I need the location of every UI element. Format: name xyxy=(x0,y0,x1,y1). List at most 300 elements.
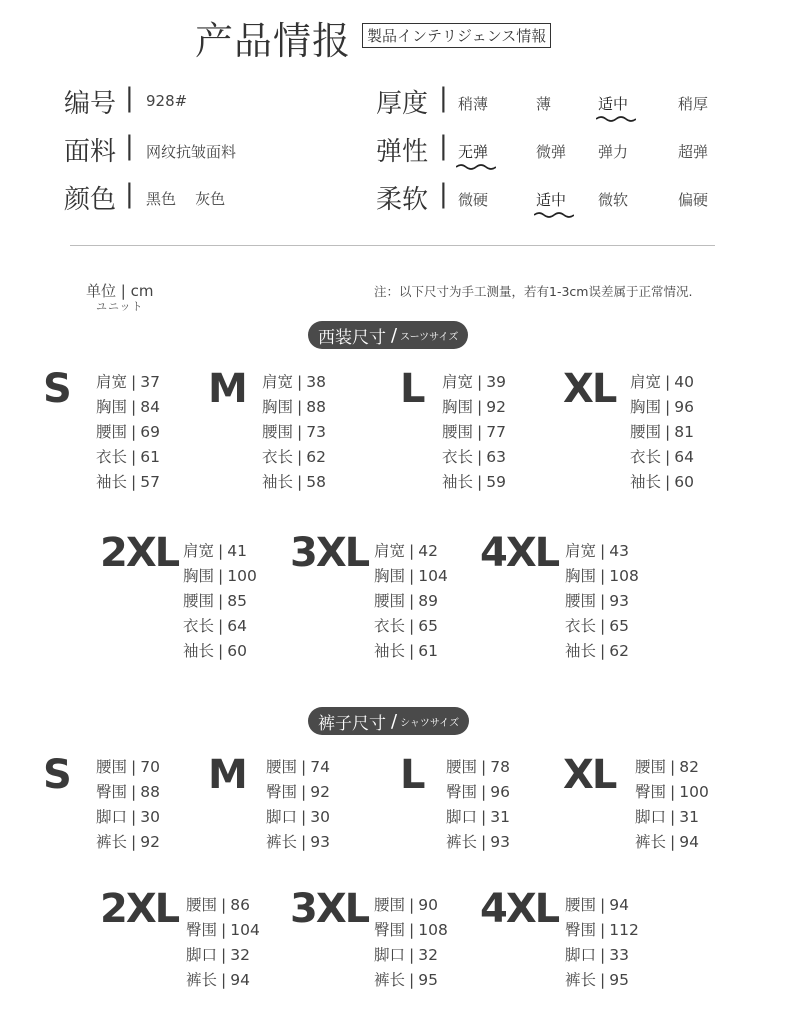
page-subtitle: 製品インテリジェンス情報 xyxy=(362,23,551,48)
unit-sub-label: ユニット xyxy=(96,300,144,313)
measurement-row xyxy=(630,420,694,445)
measurement-separator: | xyxy=(600,896,606,914)
measurement-row xyxy=(96,395,160,420)
measurement-row xyxy=(183,639,257,664)
wavy-underline-icon xyxy=(456,163,496,171)
measurement-label: 脚口 xyxy=(96,808,128,826)
measurement-label: 衣长 xyxy=(183,617,215,635)
measurement-separator: | xyxy=(477,398,483,416)
measurement-label: 胸围 xyxy=(565,567,597,585)
measurement-row xyxy=(565,614,639,639)
measurement-separator: | xyxy=(665,423,671,441)
measurement-row xyxy=(183,564,257,589)
measurement-separator: | xyxy=(670,783,676,801)
measurement-value: 62 xyxy=(306,448,326,466)
measurement-label: 胸围 xyxy=(442,398,474,416)
measurement-separator: | xyxy=(301,808,307,826)
size-measurements xyxy=(630,370,694,495)
measurement-label: 脚口 xyxy=(186,946,218,964)
measurement-value: 59 xyxy=(486,473,506,491)
measurement-separator: | xyxy=(665,398,671,416)
prop-option: 稍薄 xyxy=(458,95,489,113)
measurement-row xyxy=(186,968,260,993)
prop-option: 薄 xyxy=(536,95,552,113)
measurement-separator: | xyxy=(409,617,415,635)
measurement-separator: | xyxy=(477,423,483,441)
measurement-label: 肩宽 xyxy=(442,373,474,391)
measurement-label: 腰围 xyxy=(96,758,128,776)
suit-size-subtitle: スーツサイズ xyxy=(400,331,459,343)
measurement-value: 86 xyxy=(230,896,250,914)
measurement-label: 腰围 xyxy=(186,896,218,914)
wavy-underline-icon xyxy=(534,211,574,219)
measurement-row xyxy=(266,755,330,780)
prop-label-code: 编号 xyxy=(64,89,117,119)
measurement-separator: | xyxy=(131,373,137,391)
measurement-row xyxy=(446,830,510,855)
measurement-value: 95 xyxy=(418,971,438,989)
measurement-value: 31 xyxy=(490,808,510,826)
measurement-row xyxy=(186,918,260,943)
measurement-label: 腰围 xyxy=(635,758,667,776)
measurement-value: 92 xyxy=(310,783,330,801)
measurement-value: 92 xyxy=(486,398,506,416)
measurement-separator: | xyxy=(221,896,227,914)
size-code: 4XL xyxy=(480,886,559,932)
measurement-row xyxy=(374,589,448,614)
measurement-label: 肩宽 xyxy=(630,373,662,391)
size-measurements xyxy=(96,370,160,495)
measurement-value: 32 xyxy=(230,946,250,964)
measurement-separator: | xyxy=(477,373,483,391)
measurement-row xyxy=(442,470,506,495)
measurement-label: 腰围 xyxy=(96,423,128,441)
measurement-separator: | xyxy=(670,758,676,776)
measurement-separator: | xyxy=(297,373,303,391)
measurement-separator: | xyxy=(600,921,606,939)
measurement-value: 73 xyxy=(306,423,326,441)
measurement-label: 腰围 xyxy=(565,592,597,610)
measurement-row xyxy=(186,893,260,918)
prop-separator: | xyxy=(439,83,448,113)
pants-size-header xyxy=(308,707,469,735)
measurement-label: 袖长 xyxy=(630,473,662,491)
size-code: 2XL xyxy=(100,530,179,576)
measurement-label: 裤长 xyxy=(374,971,406,989)
measurement-label: 袖长 xyxy=(96,473,128,491)
measurement-label: 胸围 xyxy=(630,398,662,416)
measurement-value: 31 xyxy=(679,808,699,826)
measurement-separator: | xyxy=(477,448,483,466)
measurement-row xyxy=(262,395,326,420)
prop-label-right: 厚度 xyxy=(376,89,429,119)
measurement-value: 95 xyxy=(609,971,629,989)
pants-size-subtitle: シャツサイズ xyxy=(400,717,460,729)
measurement-row xyxy=(183,539,257,564)
prop-value-code: 928# xyxy=(146,92,188,110)
measurement-row xyxy=(96,445,160,470)
prop-label-right: 弹性 xyxy=(376,137,429,167)
measurement-value: 65 xyxy=(609,617,629,635)
measurement-value: 43 xyxy=(609,542,629,560)
measurement-row xyxy=(565,589,639,614)
measurement-label: 袖长 xyxy=(183,642,215,660)
measurement-separator: | xyxy=(670,808,676,826)
measurement-value: 88 xyxy=(140,783,160,801)
size-measurements xyxy=(374,893,448,993)
prop-label-color: 颜色 xyxy=(64,185,117,215)
measurement-value: 38 xyxy=(306,373,326,391)
measurement-row xyxy=(374,639,448,664)
prop-option: 微软 xyxy=(598,191,629,209)
measurement-label: 袖长 xyxy=(374,642,406,660)
prop-separator: | xyxy=(439,179,448,209)
size-code: L xyxy=(400,752,424,798)
measurement-separator: | xyxy=(409,567,415,585)
measurement-value: 104 xyxy=(230,921,260,939)
measurement-separator: | xyxy=(600,567,606,585)
suit-size-title: 西装尺寸 xyxy=(318,327,386,348)
measurement-value: 90 xyxy=(418,896,438,914)
measurement-row xyxy=(630,445,694,470)
measurement-row xyxy=(96,780,160,805)
measurement-label: 衣长 xyxy=(442,448,474,466)
measurement-row xyxy=(374,893,448,918)
measurement-row xyxy=(635,805,709,830)
measurement-separator: | xyxy=(600,946,606,964)
measurement-value: 42 xyxy=(418,542,438,560)
measurement-separator: | xyxy=(297,473,303,491)
measurement-separator: | xyxy=(600,592,606,610)
measurement-value: 64 xyxy=(227,617,247,635)
measurement-row xyxy=(96,370,160,395)
prop-label-fabric: 面料 xyxy=(64,137,117,167)
measurement-value: 100 xyxy=(227,567,257,585)
size-code: M xyxy=(208,366,246,412)
measurement-label: 脚口 xyxy=(446,808,478,826)
measurement-row xyxy=(442,445,506,470)
measurement-row xyxy=(186,943,260,968)
measurement-row xyxy=(446,755,510,780)
prop-option: 微硬 xyxy=(458,191,489,209)
measurement-row xyxy=(262,420,326,445)
measurement-label: 臀围 xyxy=(186,921,218,939)
measurement-label: 腰围 xyxy=(262,423,294,441)
measurement-separator: | xyxy=(297,423,303,441)
measurement-row xyxy=(96,420,160,445)
measurement-label: 臀围 xyxy=(446,783,478,801)
measurement-separator: | xyxy=(131,448,137,466)
measurement-row xyxy=(374,614,448,639)
measurement-separator: | xyxy=(297,448,303,466)
measurement-separator: | xyxy=(600,617,606,635)
measurement-separator: | xyxy=(218,592,224,610)
prop-separator: | xyxy=(125,131,134,161)
size-code: S xyxy=(43,752,70,798)
measurement-value: 85 xyxy=(227,592,247,610)
prop-separator: | xyxy=(439,131,448,161)
measurement-label: 裤长 xyxy=(266,833,298,851)
measurement-value: 30 xyxy=(310,808,330,826)
measurement-value: 32 xyxy=(418,946,438,964)
measurement-row xyxy=(446,805,510,830)
measurement-label: 袖长 xyxy=(262,473,294,491)
measurement-value: 61 xyxy=(140,448,160,466)
measurement-row xyxy=(565,943,639,968)
measurement-value: 70 xyxy=(140,758,160,776)
measurement-value: 94 xyxy=(679,833,699,851)
measurement-value: 108 xyxy=(418,921,448,939)
measurement-value: 88 xyxy=(306,398,326,416)
measurement-separator: | xyxy=(221,946,227,964)
measurement-separator: | xyxy=(131,808,137,826)
measurement-row xyxy=(262,470,326,495)
measurement-label: 衣长 xyxy=(630,448,662,466)
measurement-row xyxy=(96,805,160,830)
measurement-note: 注：以下尺寸为手工测量，若有1-3cm误差属于正常情况. xyxy=(374,284,693,299)
measurement-separator: | xyxy=(409,921,415,939)
size-measurements xyxy=(96,755,160,855)
measurement-separator: | xyxy=(131,398,137,416)
measurement-value: 61 xyxy=(418,642,438,660)
measurement-separator: | xyxy=(409,642,415,660)
size-code: 3XL xyxy=(290,886,369,932)
measurement-value: 100 xyxy=(679,783,709,801)
measurement-separator: | xyxy=(131,473,137,491)
measurement-row xyxy=(96,755,160,780)
measurement-separator: | xyxy=(481,833,487,851)
measurement-separator: | xyxy=(481,758,487,776)
prop-option: 稍厚 xyxy=(678,95,709,113)
measurement-row xyxy=(374,564,448,589)
divider xyxy=(70,245,715,246)
measurement-row xyxy=(565,893,639,918)
measurement-label: 裤长 xyxy=(446,833,478,851)
measurement-row xyxy=(635,830,709,855)
measurement-value: 82 xyxy=(679,758,699,776)
size-code: 3XL xyxy=(290,530,369,576)
measurement-label: 肩宽 xyxy=(374,542,406,560)
measurement-separator: | xyxy=(409,896,415,914)
prop-separator: | xyxy=(125,83,134,113)
measurement-value: 92 xyxy=(140,833,160,851)
measurement-label: 臀围 xyxy=(96,783,128,801)
measurement-row xyxy=(262,370,326,395)
size-measurements xyxy=(374,539,448,664)
measurement-row xyxy=(442,395,506,420)
size-measurements xyxy=(183,539,257,664)
prop-separator: | xyxy=(125,179,134,209)
measurement-label: 臀围 xyxy=(266,783,298,801)
prop-value-color: 黑色 灰色 xyxy=(146,190,226,208)
measurement-separator: | xyxy=(665,473,671,491)
size-measurements xyxy=(565,893,639,993)
prop-option: 微弹 xyxy=(536,143,567,161)
measurement-label: 肩宽 xyxy=(262,373,294,391)
measurement-value: 62 xyxy=(609,642,629,660)
measurement-separator: | xyxy=(297,398,303,416)
unit-label: 单位 | cm xyxy=(86,282,154,300)
measurement-row xyxy=(565,639,639,664)
measurement-separator: | xyxy=(600,971,606,989)
measurement-separator: | xyxy=(665,373,671,391)
measurement-label: 臀围 xyxy=(565,921,597,939)
measurement-separator: | xyxy=(600,642,606,660)
measurement-separator: | xyxy=(409,592,415,610)
measurement-row xyxy=(374,968,448,993)
measurement-separator: | xyxy=(218,542,224,560)
prop-option-selected: 无弹 xyxy=(458,141,488,162)
measurement-label: 裤长 xyxy=(565,971,597,989)
measurement-value: 65 xyxy=(418,617,438,635)
measurement-row xyxy=(442,420,506,445)
measurement-value: 96 xyxy=(674,398,694,416)
measurement-row xyxy=(635,780,709,805)
measurement-value: 94 xyxy=(230,971,250,989)
measurement-row xyxy=(630,395,694,420)
measurement-label: 衣长 xyxy=(565,617,597,635)
measurement-row xyxy=(183,614,257,639)
measurement-value: 93 xyxy=(310,833,330,851)
size-code: S xyxy=(43,366,70,412)
size-code: XL xyxy=(563,366,616,412)
measurement-label: 衣长 xyxy=(96,448,128,466)
measurement-label: 腰围 xyxy=(374,896,406,914)
size-measurements xyxy=(262,370,326,495)
wavy-underline-icon xyxy=(596,115,636,123)
measurement-value: 69 xyxy=(140,423,160,441)
measurement-label: 脚口 xyxy=(374,946,406,964)
measurement-value: 78 xyxy=(490,758,510,776)
measurement-row xyxy=(565,918,639,943)
measurement-separator: | xyxy=(301,833,307,851)
measurement-value: 108 xyxy=(609,567,639,585)
measurement-value: 93 xyxy=(490,833,510,851)
size-code: M xyxy=(208,752,246,798)
measurement-row xyxy=(635,755,709,780)
measurement-value: 37 xyxy=(140,373,160,391)
prop-label-right: 柔软 xyxy=(376,185,429,215)
measurement-row xyxy=(96,470,160,495)
measurement-label: 腰围 xyxy=(183,592,215,610)
measurement-value: 41 xyxy=(227,542,247,560)
measurement-value: 60 xyxy=(674,473,694,491)
measurement-value: 60 xyxy=(227,642,247,660)
measurement-separator: | xyxy=(409,971,415,989)
size-measurements xyxy=(565,539,639,664)
measurement-value: 77 xyxy=(486,423,506,441)
prop-option: 偏硬 xyxy=(678,191,709,209)
size-code: 4XL xyxy=(480,530,559,576)
measurement-label: 腰围 xyxy=(565,896,597,914)
measurement-row xyxy=(266,830,330,855)
measurement-label: 肩宽 xyxy=(565,542,597,560)
measurement-value: 40 xyxy=(674,373,694,391)
measurement-value: 104 xyxy=(418,567,448,585)
measurement-value: 58 xyxy=(306,473,326,491)
measurement-value: 39 xyxy=(486,373,506,391)
measurement-separator: | xyxy=(218,617,224,635)
measurement-label: 脚口 xyxy=(266,808,298,826)
measurement-label: 肩宽 xyxy=(96,373,128,391)
measurement-label: 袖长 xyxy=(442,473,474,491)
measurement-separator: | xyxy=(131,423,137,441)
measurement-separator: | xyxy=(131,758,137,776)
size-code: XL xyxy=(563,752,616,798)
size-code: 2XL xyxy=(100,886,179,932)
measurement-row xyxy=(565,564,639,589)
suit-size-header xyxy=(308,321,468,349)
measurement-label: 衣长 xyxy=(262,448,294,466)
size-measurements xyxy=(635,755,709,855)
prop-option-selected: 适中 xyxy=(536,189,566,210)
measurement-value: 63 xyxy=(486,448,506,466)
measurement-label: 脚口 xyxy=(635,808,667,826)
measurement-separator: | xyxy=(481,783,487,801)
size-measurements xyxy=(442,370,506,495)
measurement-row xyxy=(374,918,448,943)
measurement-value: 57 xyxy=(140,473,160,491)
measurement-label: 胸围 xyxy=(262,398,294,416)
measurement-separator: | xyxy=(670,833,676,851)
measurement-row xyxy=(442,370,506,395)
measurement-label: 臀围 xyxy=(374,921,406,939)
measurement-row xyxy=(266,780,330,805)
measurement-value: 94 xyxy=(609,896,629,914)
measurement-separator: | xyxy=(665,448,671,466)
pill-slash: / xyxy=(391,710,398,732)
measurement-row xyxy=(565,968,639,993)
measurement-value: 89 xyxy=(418,592,438,610)
measurement-separator: | xyxy=(409,946,415,964)
measurement-value: 30 xyxy=(140,808,160,826)
pill-slash: / xyxy=(391,324,398,346)
measurement-label: 腰围 xyxy=(374,592,406,610)
measurement-row xyxy=(565,539,639,564)
size-measurements xyxy=(266,755,330,855)
measurement-separator: | xyxy=(131,833,137,851)
measurement-row xyxy=(446,780,510,805)
page-title: 产品情报 xyxy=(195,19,352,63)
prop-value-fabric: 网纹抗皱面料 xyxy=(146,143,237,161)
measurement-label: 腰围 xyxy=(442,423,474,441)
measurement-separator: | xyxy=(218,567,224,585)
measurement-value: 33 xyxy=(609,946,629,964)
measurement-row xyxy=(96,830,160,855)
measurement-label: 腰围 xyxy=(446,758,478,776)
measurement-separator: | xyxy=(481,808,487,826)
measurement-separator: | xyxy=(409,542,415,560)
measurement-value: 81 xyxy=(674,423,694,441)
measurement-label: 裤长 xyxy=(635,833,667,851)
measurement-row xyxy=(183,589,257,614)
measurement-separator: | xyxy=(218,642,224,660)
measurement-row xyxy=(262,445,326,470)
measurement-row xyxy=(374,539,448,564)
size-measurements xyxy=(186,893,260,993)
measurement-value: 93 xyxy=(609,592,629,610)
measurement-label: 胸围 xyxy=(183,567,215,585)
size-code: L xyxy=(400,366,424,412)
measurement-row xyxy=(266,805,330,830)
measurement-row xyxy=(630,370,694,395)
size-measurements xyxy=(446,755,510,855)
measurement-separator: | xyxy=(221,921,227,939)
measurement-separator: | xyxy=(301,783,307,801)
measurement-value: 84 xyxy=(140,398,160,416)
measurement-label: 腰围 xyxy=(630,423,662,441)
measurement-value: 74 xyxy=(310,758,330,776)
